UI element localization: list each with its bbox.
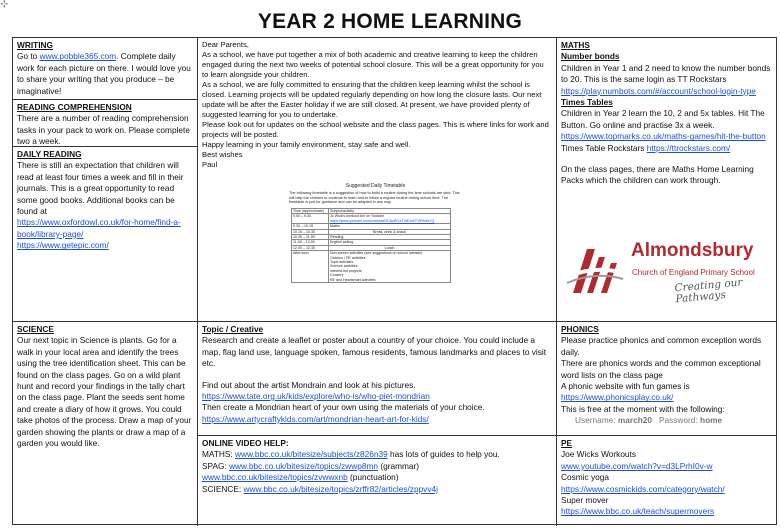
phonics-paragraph-3: A phonic website with fun games is (561, 381, 690, 392)
video-spag-line (202, 461, 552, 472)
video-maths-label: MATHS: (202, 449, 236, 460)
phonics-cell (556, 321, 776, 435)
timetable-activity-text: Non-screen activities (see suggestions on school website) (330, 251, 423, 256)
video-help-heading: ONLINE VIDEO HELP: (202, 438, 289, 448)
video-punctuation-line (202, 472, 552, 483)
afternoon-item: Outdoor / PE activities (330, 255, 366, 260)
reading-comprehension-cell (13, 99, 197, 149)
username-label: Username: (575, 415, 616, 426)
timetable-time: 10.15 – 10.30 (292, 229, 329, 234)
daily-reading-text: There is still an expectation that children will read at least four times a week and fill in their journals. This is a great opportunity to read some good books. Additional books can be found at (17, 160, 184, 217)
supermovers-link[interactable]: https://www.bbc.co.uk/teach/supermovers (561, 506, 715, 517)
maths-heading: MATHS (561, 40, 590, 50)
oxfordowl-link[interactable]: https://www.oxfordowl.co.uk/for-home/find-a-book/library-page/ (17, 217, 181, 239)
bitesize-science-link[interactable]: www.bbc.co.uk/bitesize/topics/zrffr82/articles/zppvv4j (243, 483, 438, 494)
ttrockstars-link[interactable]: https://ttrockstars.com/ (646, 142, 731, 153)
times-tables-heading: Times Tables (561, 97, 613, 108)
password-label: Password: (658, 415, 698, 426)
school-crest-icon (565, 243, 625, 299)
science-cell (13, 321, 197, 526)
topic-paragraph-3: Then create a Mondrian heart of your own using the materials of your choice. (202, 402, 485, 413)
timetable-afternoon (329, 251, 451, 283)
topmarks-link[interactable]: https://www.topmarks.co.uk/maths-games/hit-the-button (561, 131, 766, 142)
username-value: march20 (617, 415, 653, 426)
topic-paragraph-1: Research and create a leaflet or poster about a country of your choice. You could include a map, flag land use, language spoken, famous residents, famous landmarks and places to visit etc. (202, 335, 547, 369)
logo-tagline: Creating our Pathways (674, 276, 743, 306)
table-move-handle-icon[interactable]: ⊹ (0, 0, 9, 10)
phonicsplay-link[interactable]: https://www.phonicsplay.co.uk/ (561, 392, 674, 403)
timetable-activity: Lunch (329, 245, 451, 250)
letter-paragraph-2: As a school, we are fully committed to ensuring that the children keep learning whilst the school is closed. Learning projects will be updated regularly depending on how long the closure lasts. Our next update will be after the Easter holiday if we are still closed. At present, we have provided plenty of suggested learning for you to undertake. (202, 80, 542, 119)
letter-signoff: Best wishes (202, 150, 243, 159)
learning-grid (12, 37, 777, 525)
timetable-time: 10.30 – 11.00 (292, 235, 329, 240)
video-science-line (202, 484, 552, 495)
maths-cell (556, 38, 776, 321)
writing-pre: Go to (17, 51, 40, 62)
artycraftykids-link[interactable]: https://www.artycraftykids.com/art/mondrian-heart-art-for-kids/ (202, 413, 429, 424)
daily-reading-cell (13, 146, 197, 321)
timetable-activity (329, 214, 451, 224)
timetable-activity: English writing (329, 240, 451, 245)
timetable-youtube-link[interactable]: https://www.youtube.com/channel/UCAxW1XT0iEJo0TYlRfn6rYQ (330, 218, 435, 223)
afternoon-item: RE and Heartsmart activities (330, 277, 376, 282)
reading-comprehension-heading: READING COMPREHENSION (17, 102, 132, 112)
logo-name: Almondsbury (631, 240, 754, 261)
letter-name: Paul (202, 160, 218, 169)
letter-cell (197, 38, 556, 321)
pe-item-2: Cosmic yoga (561, 472, 609, 483)
number-bonds-heading: Number bonds (561, 51, 620, 62)
timetable-time: Afternoon (292, 251, 329, 283)
video-spag-post: (grammar) (378, 460, 420, 471)
writing-post: . Complete daily work for each picture on there. I would love you to share your writing that you produce – be imaginative! (17, 51, 191, 96)
joe-wicks-link[interactable]: www.youtube.com/watch?v=d3LPrhI0v-w (561, 460, 713, 471)
timetable-col-time: Time (approximate) (292, 208, 329, 213)
timetable-row (292, 214, 451, 224)
number-bonds-text: Children in Year 1 and 2 need to know the number bonds to 20. This is the same login as TT Rockstars (561, 62, 771, 85)
ttrockstars-label: Times Table Rockstars (561, 142, 647, 153)
pe-cell (556, 435, 776, 526)
timetable-table (291, 208, 451, 283)
phonics-paragraph-4: This is free at the moment with the following: (561, 403, 725, 414)
timetable-col-activity: Subject/activity (329, 208, 451, 213)
phonics-heading: PHONICS (561, 324, 599, 334)
timetable-time: 9.00 – 9.30 (292, 214, 329, 224)
timetable-image (283, 184, 468, 320)
daily-reading-heading: DAILY READING (17, 149, 82, 159)
afternoon-item: Cookery (330, 273, 344, 278)
timetable-title: Suggested Daily Timetable (345, 183, 406, 189)
bitesize-spag-link[interactable]: www.bbc.co.uk/bitesize/topics/zwwp8mn (229, 460, 379, 471)
video-punctuation-post: (punctuation) (347, 472, 399, 483)
getepic-link[interactable]: https://www.getepic.com/ (17, 240, 109, 251)
pe-item-1: Joe Wicks Workouts (561, 449, 636, 460)
reading-comprehension-text: There are a number of reading comprehension tasks in your pack to work on. Please complete two a week. (17, 113, 190, 147)
page-title: YEAR 2 HOME LEARNING (257, 10, 523, 33)
bitesize-maths-link[interactable]: www.bbc.co.uk/bitesize/subjects/z826n39 (235, 449, 388, 460)
letter-paragraph-1: As a school, we have put together a mix of both academic and creative learning to keep the children engaged during the next two weeks of potential school closure. This will be a great opportunity for you to learn alongside your children. (202, 50, 544, 79)
phonics-credentials (575, 415, 772, 426)
bitesize-punctuation-link[interactable]: www.bbc.co.uk/bitesize/topics/zvwwxnb (202, 472, 348, 483)
timetable-row (292, 251, 451, 283)
pe-item-3: Super mover (561, 495, 609, 506)
phonics-paragraph-1: Please practice phonics and common exception words daily. (561, 335, 762, 357)
timetable-time: 11.00 – 12.00 (292, 240, 329, 245)
tate-link[interactable]: https://www.tate.org.uk/kids/explore/who-is/who-piet-mondrian (202, 391, 430, 402)
letter-paragraph-3: Please look out for updates on the school website and the class pages. This is where links for work and projects will be posted. (202, 120, 549, 139)
pobble-link[interactable]: www.pobble365.com (39, 51, 117, 62)
timetable-activity-text: Jo Wick's workout live on Youtube (330, 214, 385, 219)
maths-packs-text: On the class pages, there are Maths Home Learning Packs which the children can work through. (561, 164, 754, 186)
timetable-time: 9.30 – 10.15 (292, 224, 329, 229)
timetable-activity: Maths (329, 224, 451, 229)
letter-paragraph-4: Happy learning in your family environment, stay safe and well. (202, 140, 411, 149)
video-maths-post: has lots of guides to help you. (387, 449, 500, 460)
video-help-cell (197, 435, 556, 526)
numbots-link[interactable]: https://play.numbots.com/#/account/school-login-type (561, 85, 756, 96)
pe-heading: PE (561, 438, 573, 448)
writing-heading: WRITING (17, 40, 53, 50)
topic-paragraph-2: Find out about the artist Mondrain and look at his pictures. (202, 379, 416, 390)
science-heading: SCIENCE (17, 324, 54, 334)
cosmic-kids-link[interactable]: https://www.cosmickids.com/category/watch/ (561, 483, 725, 494)
topic-heading: Topic / Creative (202, 324, 264, 334)
school-logo (565, 240, 775, 306)
times-tables-text: Children in Year 2 learn the 10, 2 and 5x tables. Hit The Button. Go online and practise 3x a week. (561, 108, 765, 130)
ttrockstars-line (561, 143, 772, 154)
letter-greeting: Dear Parents, (202, 40, 249, 49)
afternoon-item: Topic activities (330, 260, 354, 265)
writing-text (17, 51, 193, 97)
timetable-activity: Break, drink & snack (329, 229, 451, 234)
password-value: home (700, 415, 723, 426)
science-text: Our next topic in Science is plants. Go for a walk in your local area and identify the trees using the tree identification sheet. This can be found on the class pages. Go on a wild plant hunt and record your findings in the tally chart on the class page. Plant the seeds sent home and create a diary of how it grows. You could take photos of the process. Draw a map of your garden showing the plants or draw a map of a garden you would like. (17, 335, 192, 449)
timetable-time: 12.00 – 12.30 (292, 245, 329, 250)
video-science-label: SCIENCE: (202, 483, 244, 494)
afternoon-item: Science activities (330, 264, 358, 269)
logo-subtitle: Church of England Primary School (632, 268, 755, 277)
video-spag-label: SPAG: (202, 460, 230, 471)
topic-cell (197, 321, 556, 435)
timetable-intro: The following timetable is a suggestion of how to build a routine during the time schools are shut. This will help the children to continue to learn and to follow a regular routine during school time. The timetable is just for guidance and can be adapted in any way. (289, 191, 460, 205)
afternoon-item: Interest-led projects (330, 268, 362, 273)
timetable-activity: Reading (329, 235, 451, 240)
phonics-paragraph-2: There are phonics words and the common exceptional word lists on the class page (561, 358, 761, 380)
video-maths-line (202, 449, 552, 460)
